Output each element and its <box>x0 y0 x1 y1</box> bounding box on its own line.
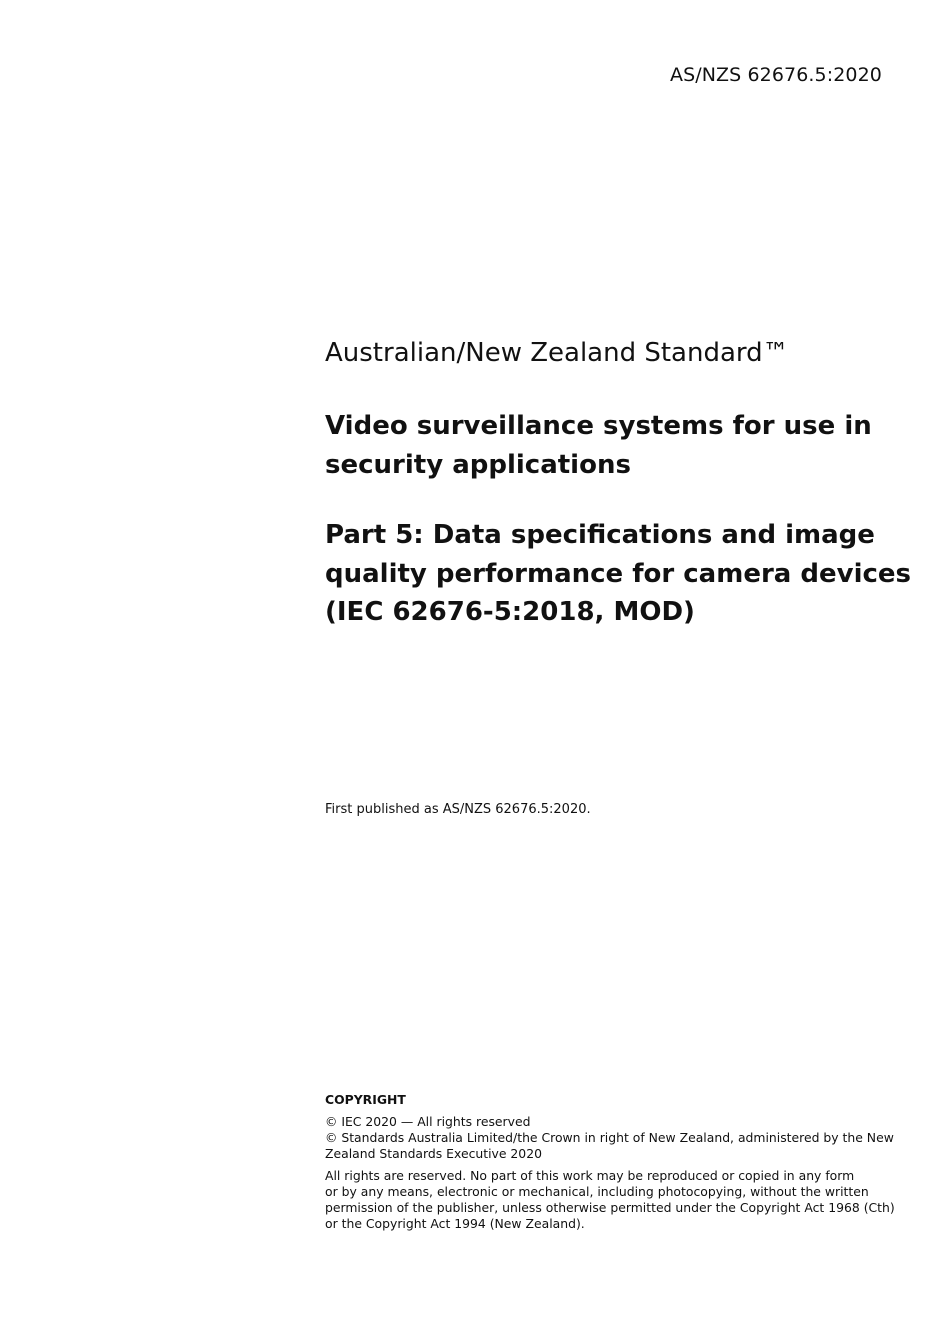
title-line: security applications <box>325 450 631 480</box>
document-title <box>325 407 905 485</box>
standard-label: Australian/New Zealand Standard™ <box>325 338 789 368</box>
document-subtitle <box>325 516 912 632</box>
rights-line: or the Copyright Act 1994 (New Zealand). <box>325 1216 585 1231</box>
copyright-owner-line: © IEC 2020 — All rights reserved <box>325 1114 531 1129</box>
subtitle-line: (IEC 62676-5:2018, MOD) <box>325 597 695 627</box>
subtitle-line: quality performance for camera devices <box>325 558 912 589</box>
rights-statement <box>325 1168 895 1232</box>
first-published-note: First published as AS/NZS 62676.5:2020. <box>325 802 591 817</box>
copyright-owners <box>325 1114 895 1162</box>
title-line: Video surveillance systems for use in <box>325 411 872 441</box>
copyright-heading: COPYRIGHT <box>325 1092 406 1107</box>
title-block <box>325 336 912 632</box>
copyright-block <box>325 1092 895 1232</box>
rights-line: or by any means, electronic or mechanical, including photocopying, without the written <box>325 1184 869 1199</box>
copyright-owner-line: Zealand Standards Executive 2020 <box>325 1146 542 1161</box>
rights-line: All rights are reserved. No part of this work may be reproduced or copied in any form <box>325 1168 855 1183</box>
document-number: AS/NZS 62676.5:2020 <box>669 64 882 86</box>
rights-line: permission of the publisher, unless otherwise permitted under the Copyright Act 1968 (Cth) <box>325 1200 895 1215</box>
copyright-owner-line: © Standards Australia Limited/the Crown in right of New Zealand, administered by the New <box>325 1130 894 1145</box>
subtitle-line: Part 5: Data specifications and image <box>325 520 875 550</box>
